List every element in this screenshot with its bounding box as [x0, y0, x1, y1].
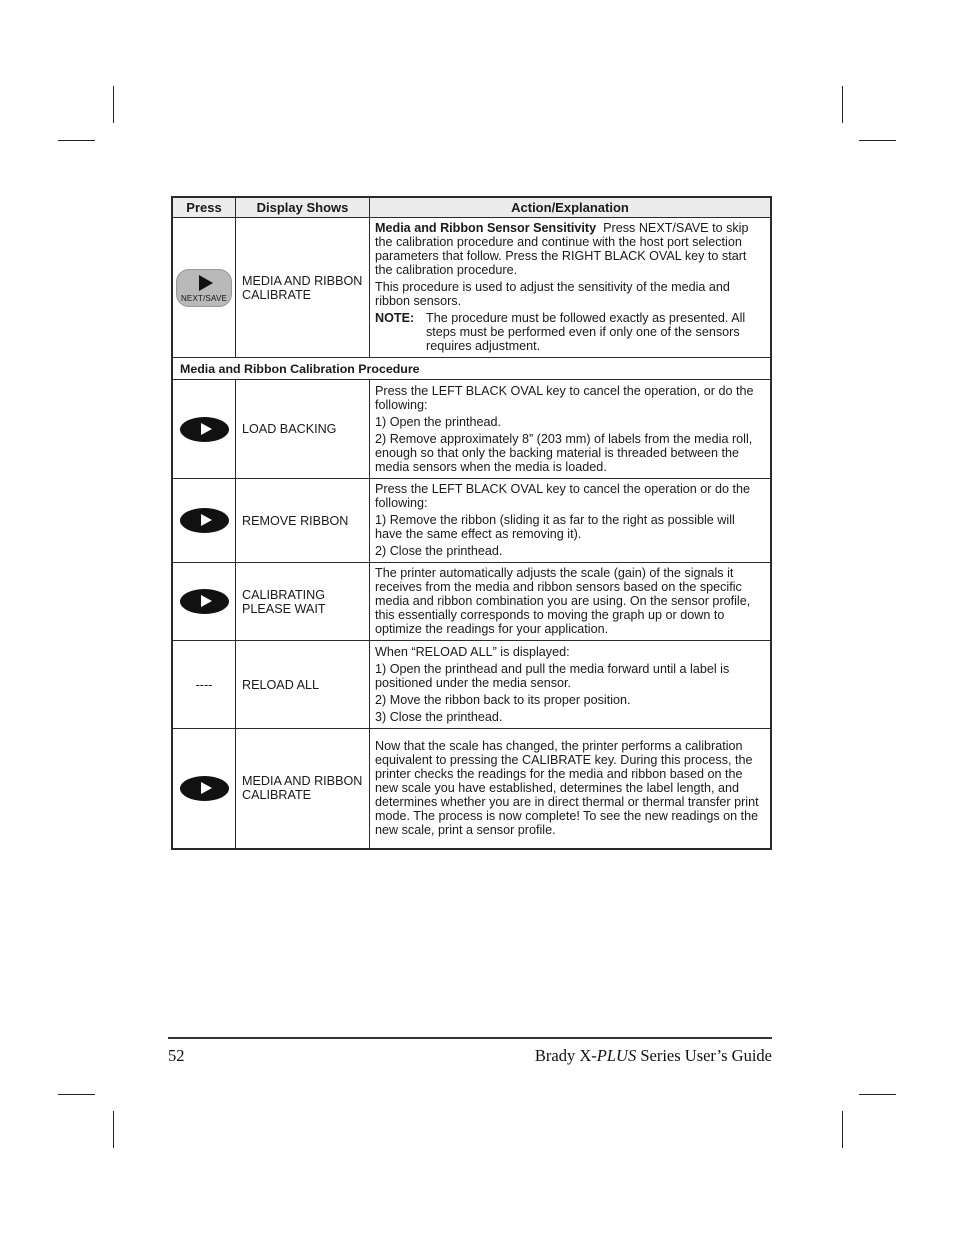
next-save-key-icon	[176, 269, 232, 307]
footer-rule	[168, 1037, 772, 1039]
display-text: MEDIA AND RIBBON CALIBRATE	[236, 729, 370, 849]
section-title: Media and Ribbon Calibration Procedure	[172, 358, 771, 380]
display-text: RELOAD ALL	[236, 641, 370, 729]
table-row	[172, 479, 771, 563]
note-block	[375, 311, 765, 353]
table-row	[172, 218, 771, 358]
header-press: Press	[172, 197, 236, 218]
header-action: Action/Explanation	[370, 197, 772, 218]
action-text: Press the LEFT BLACK OVAL key to cancel the operation, or do the following:	[375, 383, 754, 412]
crop-mark	[859, 140, 896, 141]
crop-mark	[58, 140, 95, 141]
action-heading: Media and Ribbon Sensor Sensitivity	[375, 221, 597, 235]
calibration-table	[171, 196, 772, 850]
action-text: 2) Remove approximately 8” (203 mm) of labels from the media roll, enough so that only the backing material is threaded between the media sensors when the media is loaded.	[375, 431, 753, 474]
action-text: 3) Close the printhead.	[375, 709, 503, 724]
action-text: Now that the scale has changed, the printer performs a calibration equivalent to pressing the CALIBRATE key. During this process, the printer checks the readings for the media and ribbon based on the new scale you have established, determines the label length, and determines whether you are in direct thermal or thermal transfer print mode. The process is now complete! To see the new readings on the new scale, print a sensor profile.	[375, 738, 759, 837]
action-text: Press the LEFT BLACK OVAL key to cancel the operation or do the following:	[375, 482, 750, 510]
display-text: LOAD BACKING	[236, 380, 370, 479]
right-black-oval-key-icon	[180, 417, 229, 442]
table-row	[172, 380, 771, 479]
crop-mark	[859, 1094, 896, 1095]
right-black-oval-key-icon	[180, 589, 229, 614]
table-row	[172, 563, 771, 641]
crop-mark	[842, 86, 843, 123]
press-none: ----	[172, 641, 236, 729]
action-text: 2) Move the ribbon back to its proper position.	[375, 692, 631, 707]
footer-title: Brady X-PLUS Series User’s Guide	[534, 1046, 772, 1065]
table-row	[172, 729, 771, 849]
section-row	[172, 358, 771, 380]
action-text: This procedure is used to adjust the sensitivity of the media and ribbon sensors.	[375, 280, 730, 308]
page-number: 52	[168, 1046, 185, 1065]
action-text: 1) Open the printhead.	[375, 414, 502, 429]
action-text: 1) Remove the ribbon (sliding it as far to the right as possible will have the same effect as removing it).	[375, 513, 735, 541]
action-text: 1) Open the printhead and pull the media forward until a label is positioned under the media sensor.	[375, 661, 730, 690]
action-text: 2) Close the printhead.	[375, 544, 503, 558]
play-arrow-icon	[199, 275, 213, 291]
display-text: CALIBRATING PLEASE WAIT	[236, 563, 370, 641]
crop-mark	[842, 1111, 843, 1148]
note-text: The procedure must be followed exactly as presented. All steps must be performed even if only one of the sensors requires adjustment.	[426, 311, 746, 353]
crop-mark	[113, 1111, 114, 1148]
crop-mark	[58, 1094, 95, 1095]
display-text: REMOVE RIBBON	[236, 479, 370, 563]
right-black-oval-key-icon	[180, 508, 229, 533]
header-display-shows: Display Shows	[236, 197, 370, 218]
action-text: The printer automatically adjusts the scale (gain) of the signals it receives from the media and ribbon sensors based on the specific media and ribbon combination you are using. On the sensor profile, this essentially corresponds to moving the graph up or down to optimize the readings for your application.	[375, 566, 751, 636]
table-row	[172, 641, 771, 729]
next-save-key-label: NEXT/SAVE	[180, 293, 228, 303]
table-header-row	[172, 197, 771, 218]
note-label: NOTE:	[375, 311, 415, 325]
display-text: MEDIA AND RIBBON CALIBRATE	[236, 218, 370, 358]
crop-mark	[113, 86, 114, 123]
action-text: When “RELOAD ALL” is displayed:	[375, 644, 570, 659]
action-text: Press NEXT/SAVE to skip the calibration procedure and continue with the host port selection parameters that follow. Press the RIGHT BLACK OVAL key to start the calibration procedure.	[375, 221, 749, 277]
right-black-oval-key-icon	[180, 776, 229, 801]
